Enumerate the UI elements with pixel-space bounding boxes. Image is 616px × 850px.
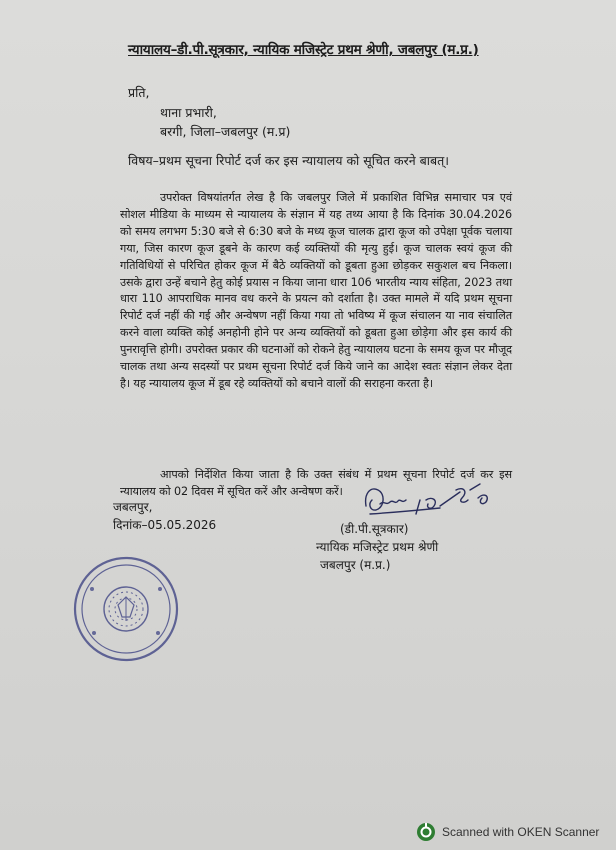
body-paragraph-2: आपको निर्देशित किया जाता है कि उक्त संबंध में प्रथम सूचना रिपोर्ट दर्ज कर इस न्यायालय को 02 दिवस में सूचित करें और अन्वेषण करें।: [120, 468, 512, 498]
subject-line: विषय–प्रथम सूचना रिपोर्ट दर्ज कर इस न्यायालय को सूचित करने बाबत्।: [128, 153, 449, 168]
signatory-name: (डी.पी.सूत्रकार): [340, 522, 409, 536]
address-line-1: थाना प्रभारी,: [160, 105, 217, 120]
address-prati: प्रति,: [128, 85, 150, 100]
body-paragraph-1: उपरोक्त विषयांतर्गत लेख है कि जबलपुर जिले में प्रकाशित विभिन्न समाचार पत्र एवं सोशल मीडिया के माध्यम से न्यायालय के संज्ञान में यह तथ्य आया है कि दिनांक 30.04.2026 को समय लगभग 5:30 बजे से 6:30 बजे के मध्य कूज चालक द्वारा कूज को उपेक्षा पूर्वक चलाया गया, जिस कारण कूज डूबने के कारण कई व्यक्तियों की मृत्यु हुई। कूज चालक स्वयं कूज की गतिविधियों से परिचित होकर कूज में बैठे व्यक्तियों को डूबता हुआ छोड़कर सकुशल बच निकला। उसके द्वारा उन्हें बचाने हेतु कोई प्रयास न किया जाना धारा 106 भारतीय न्याय संहिता, 2023 तथा धारा 110 आपराधिक मानव वध करने के प्रयत्न को दर्शाता है। उक्त मामले में यदि प्रथम सूचना रिपोर्ट दर्ज नहीं की गई और अन्वेषण नहीं किया गया तो भविष्य में कूज संचालन या नाव संचालित करने वाला व्यक्ति कोई अनहोनी होने पर अन्य व्यक्तियों को डूबता हुआ छोड़ेगा और इस कार्य की पुनरावृत्ति होगी। उपरोक्त प्रकार की घटनाओं को रोकने हेतु न्यायालय घटना के समय कूज पर मौजूद चालक तथा अन्य सदस्यों पर प्रथम सूचना रिपोर्ट दर्ज किये जाने का आदेश स्वतः संज्ञान लेकर देता है। यह न्यायालय कूज में डूब रहे व्यक्तियों को बचाने वालों की सराहना करता है।: [120, 191, 512, 390]
court-seal-stamp: [72, 555, 180, 663]
scanner-label: Scanned with OKEN Scanner: [442, 825, 600, 839]
signatory-place: जबलपुर (म.प्र.): [320, 558, 391, 572]
court-header: न्यायालय–डी.पी.सूत्रकार, न्यायिक मजिस्ट्रेट प्रथम श्रेणी, जबलपुर (म.प्र.): [128, 42, 479, 58]
letter-place: जबलपुर,: [113, 500, 153, 514]
scanner-watermark: [416, 822, 599, 842]
signatory-title: न्यायिक मजिस्ट्रेट प्रथम श्रेणी: [316, 540, 439, 554]
oken-scanner-logo-icon: [416, 822, 436, 842]
letter-date: दिनांक–05.05.2026: [113, 518, 217, 532]
address-line-2: बरगी, जिला–जबलपुर (म.प्र): [160, 124, 291, 139]
